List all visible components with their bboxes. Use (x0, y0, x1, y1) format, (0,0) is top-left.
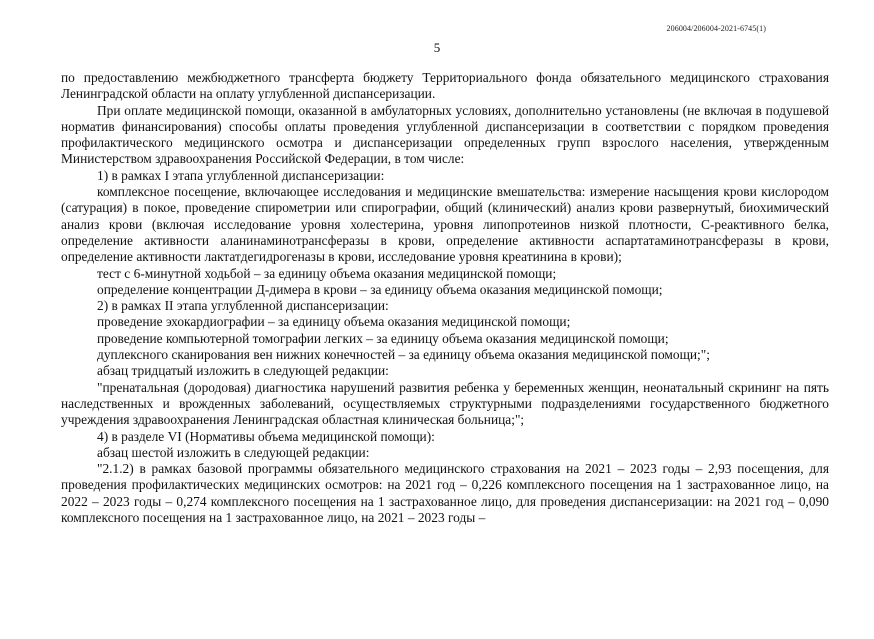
paragraph-12: "пренатальная (дородовая) диагностика нарушений развития ребенка у беременных женщин, неонатальный скрининг на пять наследственных и врожденных заболеваний, осуществляемых структурными подразделениями государственного бюджетного учреждения здравоохранения Ленинградская областная клиническая больница;"; (61, 379, 829, 428)
document-body (61, 70, 829, 526)
document-id: 206004/206004-2021-6745(1) (666, 24, 766, 33)
paragraph-6: определение концентрации Д-димера в крови – за единицу объема оказания медицинской помощи; (97, 281, 663, 297)
paragraph-9: проведение компьютерной томографии легких – за единицу объема оказания медицинской помощи; (97, 330, 669, 346)
paragraph-7: 2) в рамках II этапа углубленной диспансеризации: (97, 298, 389, 314)
paragraph-14: абзац шестой изложить в следующей редакции: (97, 444, 370, 460)
paragraph-15: "2.1.2) в рамках базовой программы обязательного медицинского страхования на 2021 – 2023 годы – 2,93 посещения, для проведения профилактических медицинских осмотров: на 2021 год – 0,226 комплексного посещения на 1 застрахованное лицо, на 2022 – 2023 годы – 0,274 комплексного посещения на 1 застрахованное лицо, для проведения диспансеризации: на 2021 год – 0,090 комплексного посещения на 1 застрахованное лицо, на 2021 – 2023 годы – (61, 461, 829, 526)
paragraph-10: дуплексного сканирования вен нижних конечностей – за единицу объема оказания медицинской помощи;"; (97, 347, 710, 363)
paragraph-1: по предоставлению межбюджетного трансферта бюджету Территориального фонда обязательного медицинского страхования Ленинградской области на оплату углубленной диспансеризации. (61, 70, 829, 102)
paragraph-13: 4) в разделе VI (Нормативы объема медицинской помощи): (97, 428, 435, 444)
paragraph-2: При оплате медицинской помощи, оказанной в амбулаторных условиях, дополнительно установлены (не включая в подушевой норматив финансирования) способы оплаты проведения углубленной диспансеризации в соответствии с порядком проведения профилактического медицинского осмотра и диспансеризации определенных групп взрослого населения, утвержденным Министерством здравоохранения Российской Федерации, в том числе: (61, 102, 829, 167)
paragraph-3: 1) в рамках I этапа углубленной диспансеризации: (97, 167, 385, 183)
paragraph-11: абзац тридцатый изложить в следующей редакции: (97, 363, 389, 379)
paragraph-8: проведение эхокардиографии – за единицу объема оказания медицинской помощи; (97, 314, 571, 330)
page-number: 5 (433, 40, 441, 55)
paragraph-4: комплексное посещение, включающее исследования и медицинские вмешательства: измерение насыщения крови кислородом (сатурация) в покое, проведение спирометрии или спирографии, общий (клинический) анализ крови развернутый, биохимический анализ крови (включая исследование уровня холестерина, уровня липопротеинов низкой плотности, С-реактивного белка, определение активности аланинаминотрансферазы в крови, определение активности аспартатаминотрансферазы в крови, определение активности лактатдегидрогеназы в крови, исследование уровня креатинина в крови); (61, 184, 829, 265)
paragraph-5: тест с 6-минутной ходьбой – за единицу объема оказания медицинской помощи; (97, 265, 557, 281)
